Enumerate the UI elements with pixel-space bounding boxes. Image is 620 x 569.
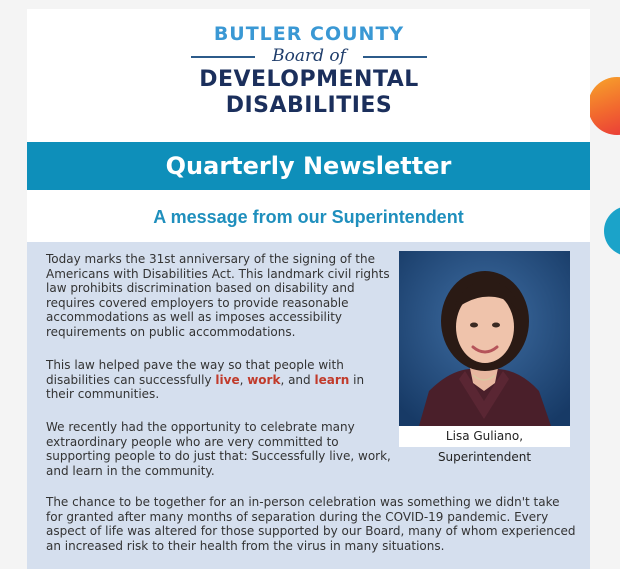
- paragraph-live-work-learn: [46, 358, 391, 402]
- p2-comma: ,: [239, 372, 248, 387]
- superintendent-photo: [399, 251, 570, 426]
- logo-divider-right: [363, 56, 427, 58]
- logo-county-text: BUTLER COUNTY: [213, 23, 405, 45]
- highlight-live: live: [215, 372, 240, 387]
- logo-developmental-text: DEVELOPMENTAL: [199, 67, 419, 92]
- p2-text-end: in their communities.: [46, 372, 365, 401]
- logo-board-row: [191, 45, 427, 67]
- message-content: [27, 242, 590, 569]
- newsletter-title-banner: Quarterly Newsletter: [27, 142, 590, 190]
- logo-board-text: Board of: [272, 46, 346, 66]
- paragraph-celebration: We recently had the opportunity to celebrate many extraordinary people who are very committed to supporting people to do just that: Successfully live, work, and learn in the community.: [46, 420, 391, 478]
- butler-county-logo: [191, 23, 427, 119]
- paragraph-in-person: The chance to be together for an in-person celebration was something we didn't take for granted after many months of separation during the COVID-19 pandemic. Every aspect of life was altered for those supported by our Board, many of whom experienced an increased risk to their health from the virus in many situations.: [46, 495, 576, 553]
- logo-header: [27, 9, 590, 142]
- decorative-teal-circle: [604, 206, 620, 256]
- logo-disabilities-text: DISABILITIES: [225, 93, 393, 118]
- superintendent-photo-card: [399, 251, 570, 464]
- paragraph-ada-anniversary: Today marks the 31st anniversary of the signing of the Americans with Disabilities Act. This landmark civil rights law prohibits discrimination based on disability and requires covered employers to provide reasonable accommodations as well as imposes accessibility requirements on public accommodations.: [46, 252, 390, 339]
- photo-caption: Lisa Guliano, Superintendent: [437, 429, 532, 464]
- section-heading: A message from our Superintendent: [153, 207, 464, 227]
- logo-divider-left: [191, 56, 255, 58]
- p2-and: , and: [280, 372, 315, 387]
- portrait-illustration: [399, 251, 570, 426]
- highlight-learn: learn: [314, 372, 350, 387]
- decorative-orange-circle: [588, 77, 620, 135]
- p2-text-start: This law helped pave the way so that people with disabilities can successfully: [46, 358, 344, 387]
- newsletter-email: [27, 9, 590, 569]
- highlight-work: work: [247, 372, 281, 387]
